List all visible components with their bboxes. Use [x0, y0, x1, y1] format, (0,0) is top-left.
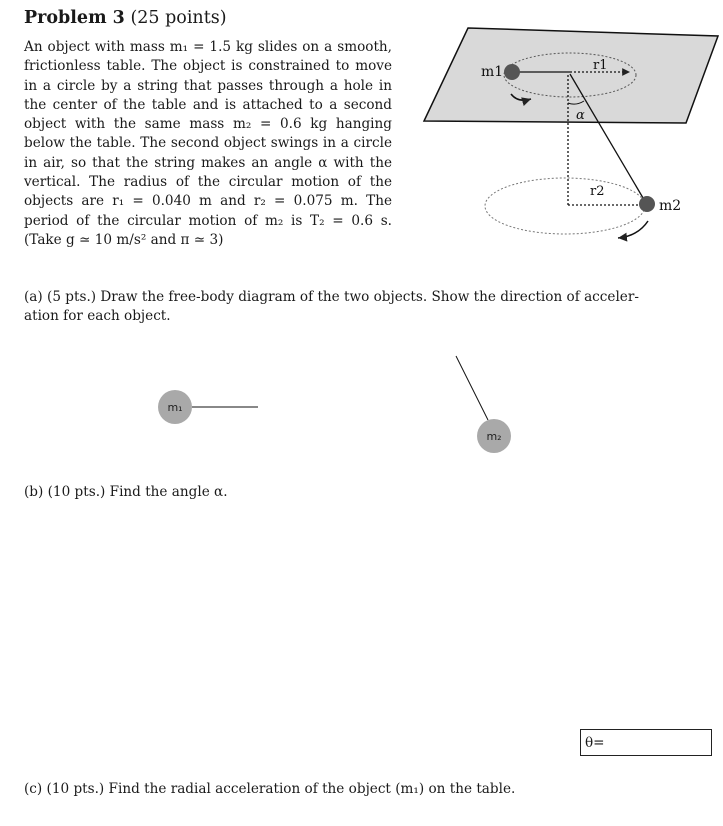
answer-label: θ=: [585, 735, 605, 751]
problem-title: [24, 8, 227, 28]
part-a-line1: (a) (5 pts.) Draw the free-body diagram of the two objects. Show the direction of acceler-: [24, 289, 639, 305]
setup-figure: [418, 20, 723, 250]
r2-label: r2: [590, 184, 605, 199]
part-a-line2: ation for each object.: [24, 308, 171, 324]
problem-statement: An object with mass m₁ = 1.5 kg slides on a smooth, frictionless table. The object is constrained to move in a circle by a string that passes through a hole in the center of the table and is attached to a second object with the same mass m₂ = 0.6 kg hanging below the table. The second object swings in a circle in air, so that the string makes an angle α with the vertical. The radius of the circular motion of the objects are r₁ = 0.040 m and r₂ = 0.075 m. The period of the circular motion of m₂ is T₂ = 0.6 s. (Take g ≃ 10 m/s² and π ≃ 3): [24, 39, 392, 248]
fbd-m2-string: [456, 356, 488, 420]
problem-heading: Problem 3: [24, 8, 125, 28]
m2-ball: [639, 196, 655, 212]
m1-label: m1: [481, 64, 504, 80]
m2-orbit: [485, 178, 645, 234]
fbd-area: [150, 350, 530, 460]
fbd-m1-label: m₁: [167, 401, 183, 414]
part-b-text: (b) (10 pts.) Find the angle α.: [24, 484, 228, 500]
m2-label: m2: [659, 198, 682, 214]
r1-label: r1: [593, 58, 608, 73]
answer-box[interactable]: [580, 729, 712, 756]
m2-motion-arrow: [618, 221, 648, 238]
fbd-m2-label: m₂: [486, 430, 502, 443]
part-c-text: (c) (10 pts.) Find the radial acceleration of the object (m₁) on the table.: [24, 781, 516, 797]
m1-ball: [504, 64, 520, 80]
problem-points: (25 points): [130, 8, 227, 28]
alpha-label: α: [576, 108, 585, 123]
